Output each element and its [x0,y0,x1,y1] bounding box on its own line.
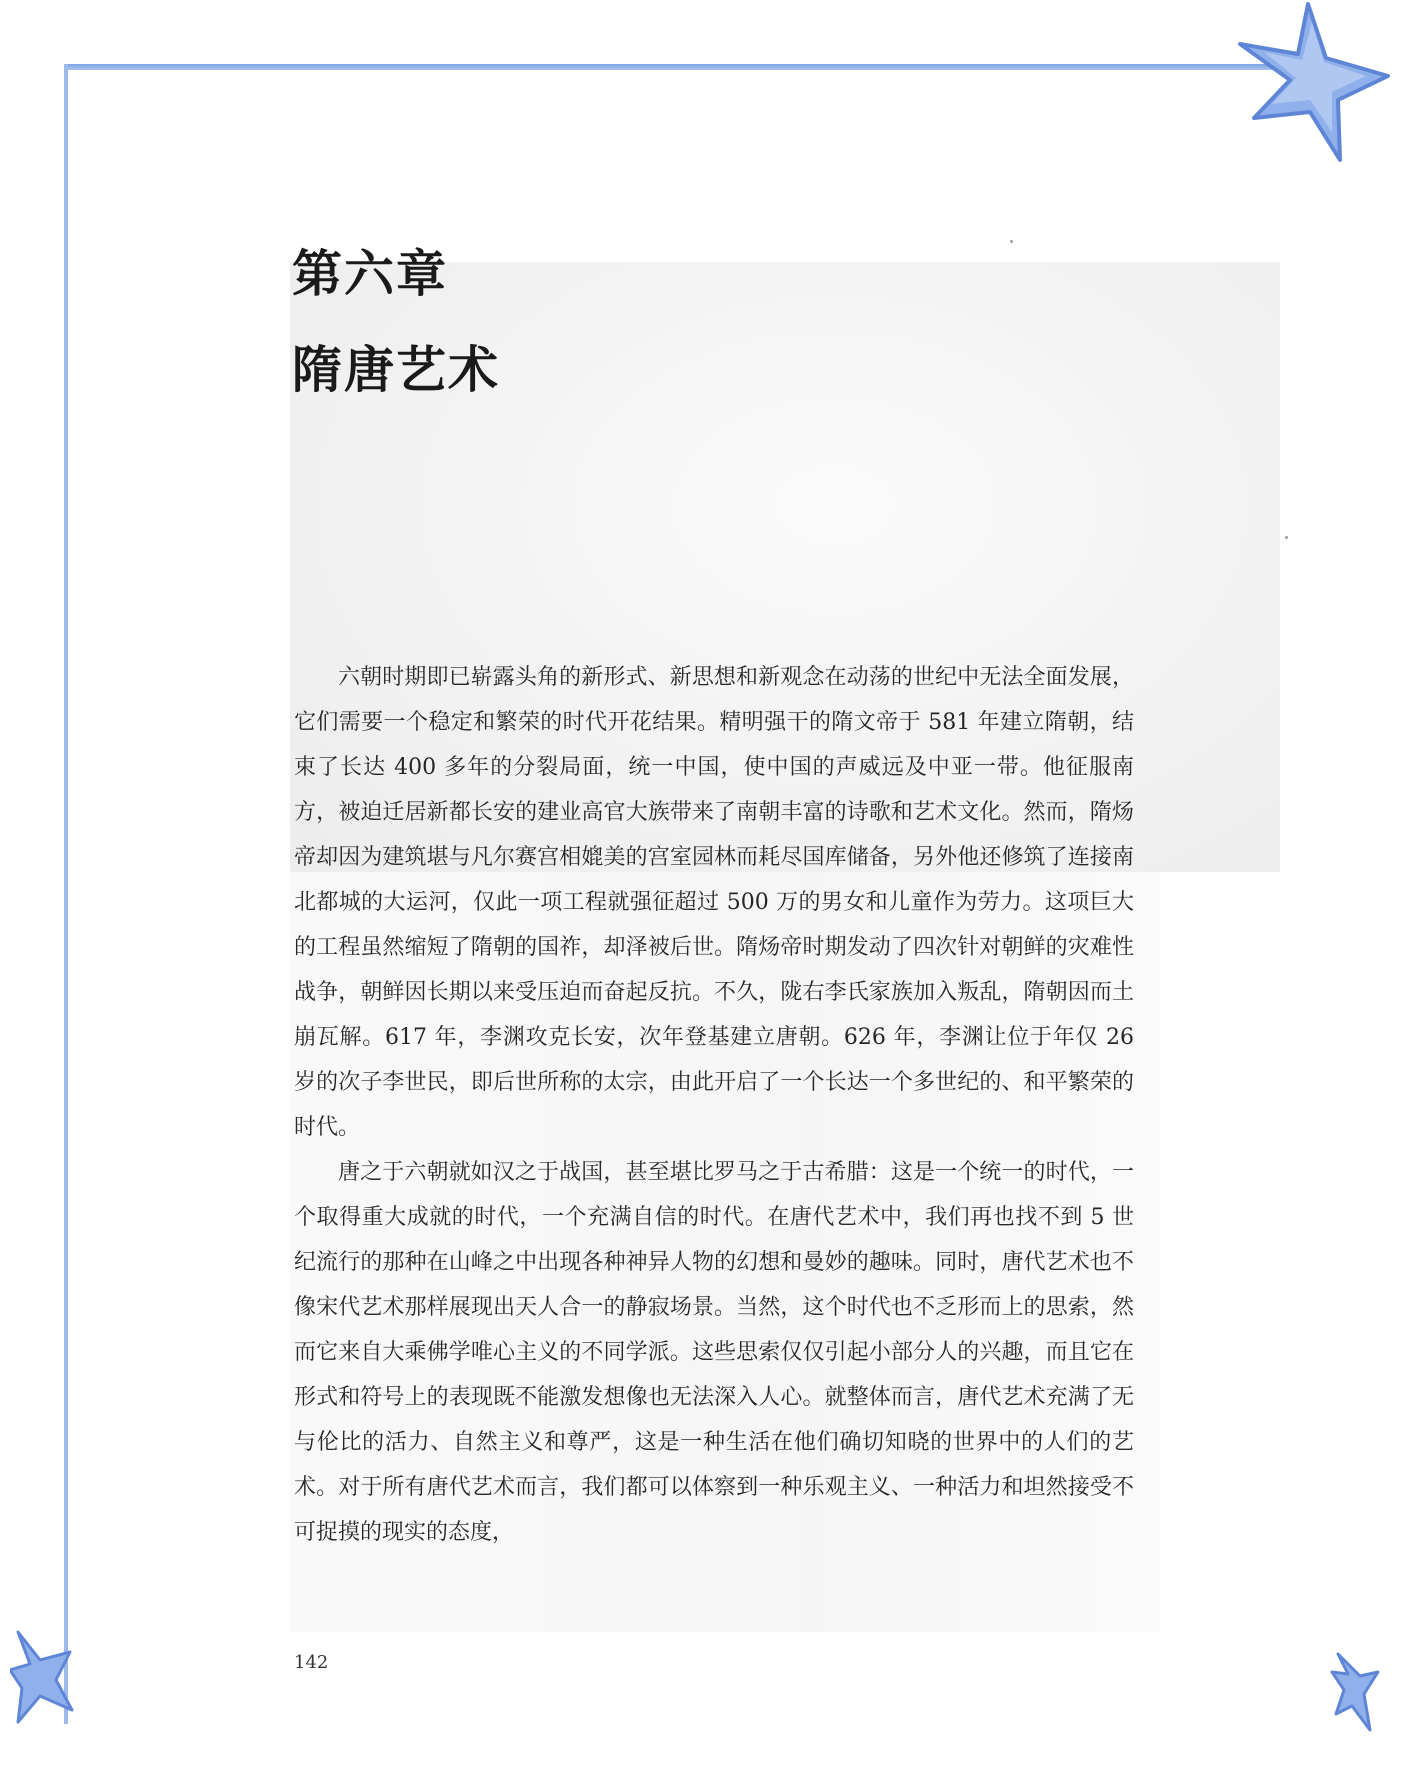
body-text [294,655,1134,1555]
page-number: 142 [294,1652,329,1673]
star-decoration-icon [1330,1650,1380,1740]
paragraph-1: 六朝时期即已崭露头角的新形式、新思想和新观念在动荡的世纪中无法全面发展，它们需要一个稳定和繁荣的时代开花结果。精明强干的隋文帝于 581 年建立隋朝，结束了长达 400 多年的分裂局面，统一中国，使中国的声威远及中亚一带。他征服南方，被迫迁居新都长安的建业高官大族带来了南朝丰富的诗歌和艺术文化。然而，隋炀帝却因为建筑堪与凡尔赛宫相媲美的宫室园林而耗尽国库储备，另外他还修筑了连接南北都城的大运河，仅此一项工程就强征超过 500 万的男女和儿童作为劳力。这项巨大的工程虽然缩短了隋朝的国祚，却泽被后世。隋炀帝时期发动了四次针对朝鲜的灾难性战争，朝鲜因长期以来受压迫而奋起反抗。不久，陇右李氏家族加入叛乱，隋朝因而土崩瓦解。617 年，李渊攻克长安，次年登基建立唐朝。626 年，李渊让位于年仅 26 岁的次子李世民，即后世所称的太宗，由此开启了一个长达一个多世纪的、和平繁荣的时代。 [294,665,1134,1140]
chapter-title: 隋唐艺术 [292,340,500,399]
chapter-label: 第六章 [292,244,448,303]
star-decoration-icon [10,1630,74,1725]
speck [1010,240,1013,243]
star-decoration-icon [1228,0,1402,170]
paragraph-2: 唐之于六朝就如汉之于战国，甚至堪比罗马之于古希腊：这是一个统一的时代，一个取得重大成就的时代，一个充满自信的时代。在唐代艺术中，我们再也找不到 5 世纪流行的那种在山峰之中出现各种神异人物的幻想和曼妙的趣味。同时，唐代艺术也不像宋代艺术那样展现出天人合一的静寂场景。当然，这个时代也不乏形而上的思索，然而它来自大乘佛学唯心主义的不同学派。这些思索仅仅引起小部分人的兴趣，而且它在形式和符号上的表现既不能激发想像也无法深入人心。就整体而言，唐代艺术充满了无与伦比的活力、自然主义和尊严，这是一种生活在他们确切知晓的世界中的人们的艺术。对于所有唐代艺术而言，我们都可以体察到一种乐观主义、一种活力和坦然接受不可捉摸的现实的态度， [294,1160,1134,1545]
speck [1285,536,1288,539]
